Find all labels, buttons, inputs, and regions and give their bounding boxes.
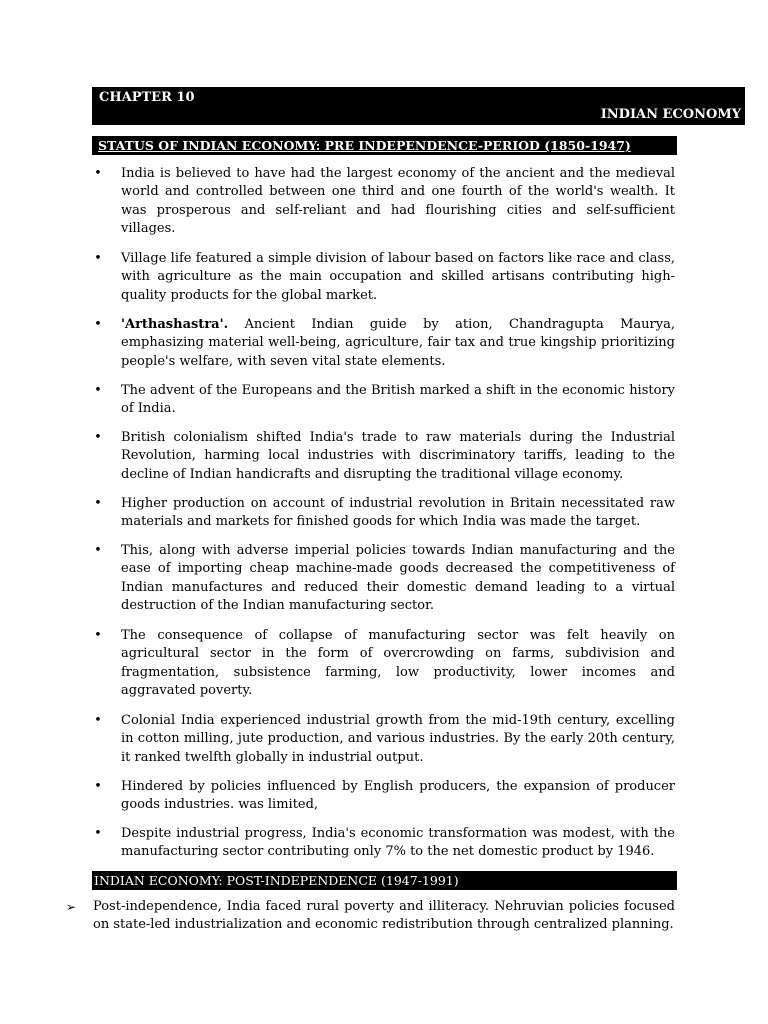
arrow-bullet-icon: ➢	[66, 900, 77, 914]
list-item	[93, 825, 675, 862]
list-item	[93, 627, 675, 701]
bullet-icon: •	[94, 826, 102, 841]
list-item	[93, 429, 675, 484]
bullet-text: India is believed to have had the largest economy of the ancient and the medieval world and controlled between one third and one fourth of the world's wealth. It was prosperous and self-reliant and had flourishing cities and self-sufficient villages.	[121, 166, 675, 237]
bullet-text: Higher production on account of industrial revolution in Britain necessitated raw materials and markets for finished goods for which India was made the target.	[121, 496, 675, 530]
list-item	[93, 316, 675, 371]
bullet-icon: •	[94, 166, 102, 181]
bullet-text: 'Arthashastra'. Ancient Indian guide by ation, Chandragupta Maurya, emphasizing material well-being, agriculture, fair tax and true kingship prioritizing people's welfare, with seven vital state elements.	[121, 317, 675, 369]
bullet-text: This, along with adverse imperial policies towards Indian manufacturing and the ease of importing cheap machine-made goods decreased the competitiveness of Indian manufactures and reduced their domestic demand leading to a virtual destruction of the Indian manufacturing sector.	[121, 543, 675, 614]
bullet-icon: •	[94, 383, 102, 398]
bullet-text: The consequence of collapse of manufacturing sector was felt heavily on agricultural sector in the form of overcrowding on farms, subdivision and fragmentation, subsistence farming, low productivity, lower incomes and aggravated poverty.	[121, 628, 675, 699]
bullet-text: Village life featured a simple division of labour based on factors like race and class, with agriculture as the main occupation and skilled artisans contributing high-quality products for the global market.	[121, 251, 675, 303]
bullet-icon: •	[94, 543, 102, 558]
bullet-text: Colonial India experienced industrial growth from the mid-19th century, excelling in cotton milling, jute production, and various industries. By the early 20th century, it ranked twelfth globally in industrial output.	[121, 713, 675, 765]
bullet-icon: •	[94, 251, 102, 266]
bullet-text: Hindered by policies influenced by English producers, the expansion of producer goods industries. was limited,	[121, 779, 675, 813]
chapter-subject: INDIAN ECONOMY	[600, 107, 741, 122]
bullet-icon: •	[94, 430, 102, 445]
list-item	[93, 495, 675, 532]
section-heading-post-independence	[92, 871, 677, 890]
list-item	[93, 382, 675, 419]
section-heading-text: STATUS OF INDIAN ECONOMY: PRE INDEPENDENCE-PERIOD (1850-1947)	[98, 138, 631, 153]
list-item	[66, 898, 675, 935]
bullet-icon: •	[94, 713, 102, 728]
bullet-icon: •	[94, 628, 102, 643]
list-item	[93, 778, 675, 815]
bullet-text: Despite industrial progress, India's economic transformation was modest, with the manufacturing sector contributing only 7% to the net domestic product by 1946.	[121, 826, 675, 860]
bullet-icon: •	[94, 496, 102, 511]
bullet-icon: •	[94, 317, 102, 332]
chapter-header	[92, 87, 745, 125]
list-item	[93, 712, 675, 767]
bullet-text: British colonialism shifted India's trade to raw materials during the Industrial Revolution, harming local industries with discriminatory tariffs, leading to the decline of Indian handicrafts and disrupting the traditional village economy.	[121, 430, 675, 482]
list-item	[93, 165, 675, 239]
bullet-icon: •	[94, 779, 102, 794]
chapter-number: CHAPTER 10	[99, 90, 195, 105]
section-heading-pre-independence	[92, 136, 677, 155]
list-item	[93, 250, 675, 305]
bullet-text: Post-independence, India faced rural poverty and illiteracy. Nehruvian policies focused on state-led industrialization and economic redistribution through centralized planning.	[93, 899, 675, 933]
bullet-text: The advent of the Europeans and the British marked a shift in the economic history of India.	[121, 383, 675, 417]
list-item	[93, 542, 675, 616]
section-heading-text: INDIAN ECONOMY: POST-INDEPENDENCE (1947-1991)	[94, 873, 459, 888]
emphasis-term: 'Arthashastra'.	[121, 317, 229, 332]
